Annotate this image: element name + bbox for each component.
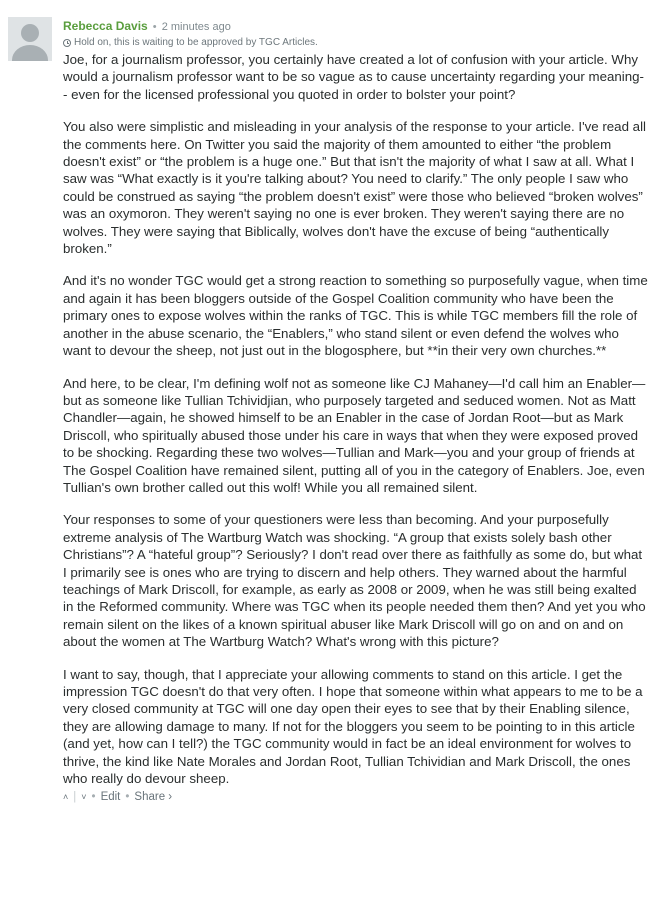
footer-dot: •: [125, 791, 130, 804]
comment-body: [63, 51, 648, 787]
share-link[interactable]: Share ›: [134, 791, 173, 804]
downvote-icon[interactable]: ˅: [81, 792, 87, 803]
comment-paragraph: Your responses to some of your questioners were less than becoming. And your purposefully extreme analysis of The Wartburg Watch was shocking. “A group that exists solely bash other Christians”? A “hateful group”? Seriously? I don't read over there as faithfully as some do, but what I primarily see is ones who are trying to discern and help others. They warned about the harmful teachings of Mark Driscoll, for example, as early as 2008 or 2009, when he was still being exalted in the Reformed community. Where was TGC when its people needed them then? And yet you who remain silent on the likes of a known spiritual abuser like Mark Driscoll will go on and on and on about the women at The Wartburg Watch? What's wrong with this picture?: [63, 512, 646, 650]
comment-footer: [63, 789, 648, 805]
comment-paragraph: I want to say, though, that I appreciate your allowing comments to stand on this article. I get the impression TGC doesn't do that very often. I hope that someone within what appears to me to be a very closed community at TGC will one day open their eyes to see that by their Enabling silence, they are allowing damage to many. If not for the bloggers you seem to be pointing to in this article (and yet, how can I tell?) the TGC community would in fact be an ideal environment for wolves to thrive, the kind like Nate Morales and Jordan Root, Tullian Tchividian and Mark Driscoll, the ones who really do devour sheep.: [63, 666, 643, 787]
comment-header: [63, 17, 648, 35]
avatar[interactable]: [8, 17, 52, 61]
vote-separator: |: [73, 791, 77, 804]
comment-paragraph: And here, to be clear, I'm defining wolf not as someone like CJ Mahaney—I'd call him an Enabler—but as someone like Tullian Tchividjian, who purposely targeted and seduced women. Not as Matt Chandler—again, he showed himself to be an Enabler in the case of Jordan Root—but as Mark Driscoll, who spiritually abused those under his care in ways that when they were exposed proved to be shocking. Regarding these two wolves—Tullian and Mark—you and your group of friends at The Gospel Coalition have remained silent, putting all of you in the category of Enablers. Joe, even Tullian's own brother called out this wolf! While you all remained silent.: [63, 375, 646, 495]
comment-content: [63, 17, 648, 805]
edit-link[interactable]: Edit: [100, 791, 121, 804]
timestamp[interactable]: 2 minutes ago: [161, 21, 231, 33]
pending-approval-text: Hold on, this is waiting to be approved by TGC Articles.: [74, 37, 318, 48]
upvote-icon[interactable]: ˄: [63, 792, 69, 803]
footer-dot: •: [91, 791, 96, 804]
pending-approval-notice: [63, 35, 648, 51]
header-separator: •: [152, 21, 157, 33]
author-name[interactable]: Rebecca Davis: [63, 19, 148, 33]
comment-paragraph: You also were simplistic and misleading in your analysis of the response to your article. I've read all the comments here. On Twitter you said the majority of them amounted to either “the problem doesn't exist” or “the problem is a huge one.” But that isn't the majority of what I saw at all. What I saw was “What exactly is it you're talking about? You need to clarify.” The only people I saw who could be construed as saying “the problem doesn't exist” were those who believed “broken wolves” was an oxymoron. They weren't saying no one is ever broken. They weren't saying there are no wolves. They were saying that Biblically, wolves don't have the excuse of being “authentically broken.”: [63, 119, 646, 257]
comment-paragraph: Joe, for a journalism professor, you certainly have created a lot of confusion with your article. Why would a journalism professor want to be so vague as to cause uncertainty regarding your meaning-- even for the licensed professional you quoted in order to bolster your point?: [63, 52, 644, 102]
clock-icon: [63, 39, 71, 47]
comment-paragraph: And it's no wonder TGC would get a strong reaction to something so purposefully vague, when time and again it has been bloggers outside of the Gospel Coalition community who have been the primary ones to expose wolves within the ranks of TGC. This is while TGC members fill the role of another in the abuse scenario, the “Enablers,” who stand silent or even defend the wolves who want to devour the sheep, not just out in the blogosphere, but **in their very own churches.**: [63, 273, 648, 359]
avatar-placeholder-icon: [21, 24, 39, 42]
